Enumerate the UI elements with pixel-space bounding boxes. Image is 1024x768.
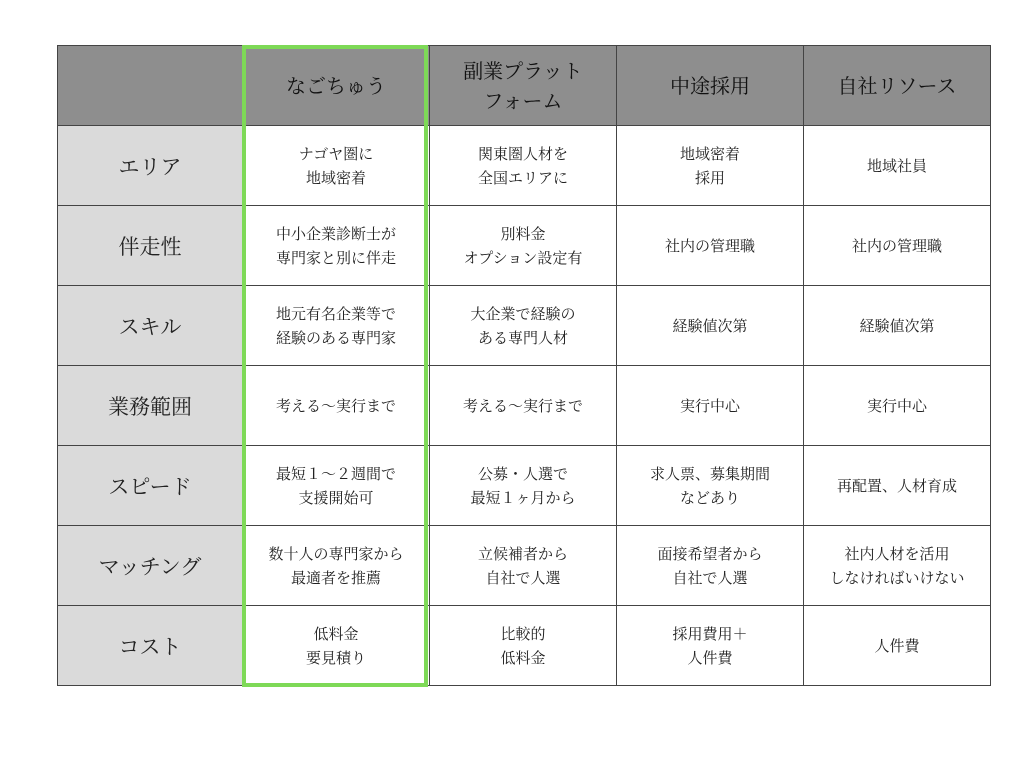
table-cell: 経験値次第 bbox=[804, 286, 991, 366]
table-row bbox=[58, 446, 991, 526]
table-cell: 採用費用＋ 人件費 bbox=[617, 606, 804, 686]
table-cell: 大企業で経験の ある専門人材 bbox=[430, 286, 617, 366]
table-cell: 経験値次第 bbox=[617, 286, 804, 366]
header-side-job-platform: 副業プラット フォーム bbox=[430, 46, 617, 126]
header-corner bbox=[58, 46, 243, 126]
table-row bbox=[58, 606, 991, 686]
comparison-table bbox=[57, 45, 991, 686]
table-cell: 面接希望者から 自社で人選 bbox=[617, 526, 804, 606]
table-cell: 求人票、募集期間 などあり bbox=[617, 446, 804, 526]
table-row bbox=[58, 126, 991, 206]
table-cell: 中小企業診断士が 専門家と別に伴走 bbox=[243, 206, 430, 286]
table-cell: 立候補者から 自社で人選 bbox=[430, 526, 617, 606]
header-nagochu: なごちゅう bbox=[243, 46, 430, 126]
table-cell: 実行中心 bbox=[617, 366, 804, 446]
row-label-area: エリア bbox=[58, 126, 243, 206]
table-cell: 地域社員 bbox=[804, 126, 991, 206]
header-mid-career-hiring: 中途採用 bbox=[617, 46, 804, 126]
table-cell: 公募・人選で 最短１ヶ月から bbox=[430, 446, 617, 526]
table-row bbox=[58, 286, 991, 366]
table-cell: 低料金 要見積り bbox=[243, 606, 430, 686]
table-cell: ナゴヤ圏に 地域密着 bbox=[243, 126, 430, 206]
table-cell: 人件費 bbox=[804, 606, 991, 686]
table-row bbox=[58, 526, 991, 606]
table-cell: 考える〜実行まで bbox=[430, 366, 617, 446]
table-cell: 再配置、人材育成 bbox=[804, 446, 991, 526]
table-cell: 考える〜実行まで bbox=[243, 366, 430, 446]
table-cell: 実行中心 bbox=[804, 366, 991, 446]
table-cell: 社内の管理職 bbox=[617, 206, 804, 286]
table-cell: 数十人の専門家から 最適者を推薦 bbox=[243, 526, 430, 606]
header-in-house-resource: 自社リソース bbox=[804, 46, 991, 126]
row-label-speed: スピード bbox=[58, 446, 243, 526]
row-label-matching: マッチング bbox=[58, 526, 243, 606]
row-label-support: 伴走性 bbox=[58, 206, 243, 286]
header-row bbox=[58, 46, 991, 126]
table-row bbox=[58, 366, 991, 446]
table-cell: 別料金 オプション設定有 bbox=[430, 206, 617, 286]
table-cell: 比較的 低料金 bbox=[430, 606, 617, 686]
row-label-skill: スキル bbox=[58, 286, 243, 366]
comparison-table-container bbox=[57, 45, 991, 686]
row-label-cost: コスト bbox=[58, 606, 243, 686]
table-cell: 社内の管理職 bbox=[804, 206, 991, 286]
table-cell: 最短１〜２週間で 支援開始可 bbox=[243, 446, 430, 526]
row-label-scope: 業務範囲 bbox=[58, 366, 243, 446]
table-cell: 社内人材を活用 しなければいけない bbox=[804, 526, 991, 606]
table-cell: 関東圏人材を 全国エリアに bbox=[430, 126, 617, 206]
table-row bbox=[58, 206, 991, 286]
table-cell: 地域密着 採用 bbox=[617, 126, 804, 206]
table-cell: 地元有名企業等で 経験のある専門家 bbox=[243, 286, 430, 366]
